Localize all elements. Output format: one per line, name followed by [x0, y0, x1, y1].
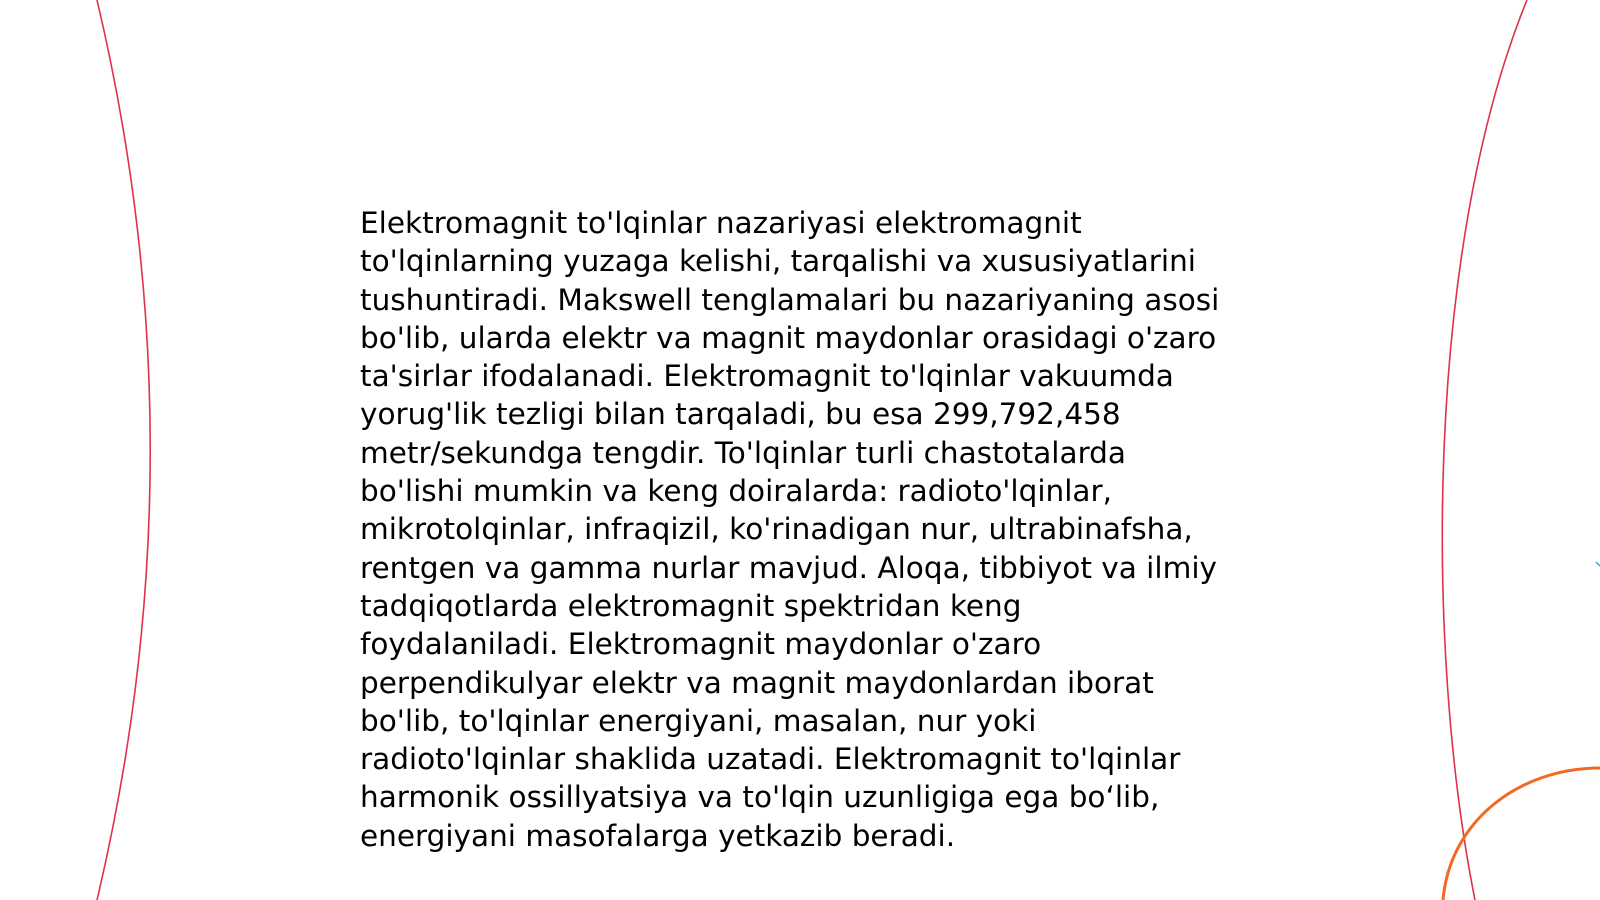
right-red-curve	[1442, 0, 1527, 900]
orange-arc	[1443, 768, 1600, 900]
body-text: Elektromagnit to'lqinlar nazariyasi elektromagnit to'lqinlarning yuzaga kelishi, tarqalishi va xususiyatlarini tushuntiradi. Makswell tenglamalari bu nazariyaning asosi bo'lib, ularda elektr va magnit maydonlar orasidagi o'zaro ta'sirlar ifodalanadi. Elektromagnit to'lqinlar vakuumda yorug'lik tezligi bilan tarqaladi, bu esa 299,792,458 metr/sekundga tengdir. To'lqinlar turli chastotalarda bo'lishi mumkin va keng doiralarda: radioto'lqinlar, mikrotolqinlar, infraqizil, ko'rinadigan nur, ultrabinafsha, rentgen va gamma nurlar mavjud. Aloqa, tibbiyot va ilmiy tadqiqotlarda elektromagnit spektridan keng foydalaniladi. Elektromagnit maydonlar o'zaro perpendikulyar elektr va magnit maydonlardan iborat bo'lib, to'lqinlar energiyani, masalan, nur yoki radioto'lqinlar shaklida uzatadi. Elektromagnit to'lqinlar harmonik ossillyatsiya va to'lqin uzunligiga ega bo‘lib, energiyani masofalarga yetkazib beradi.	[360, 206, 1220, 853]
teal-accent-mark	[1596, 562, 1600, 566]
left-red-curve	[97, 0, 150, 900]
